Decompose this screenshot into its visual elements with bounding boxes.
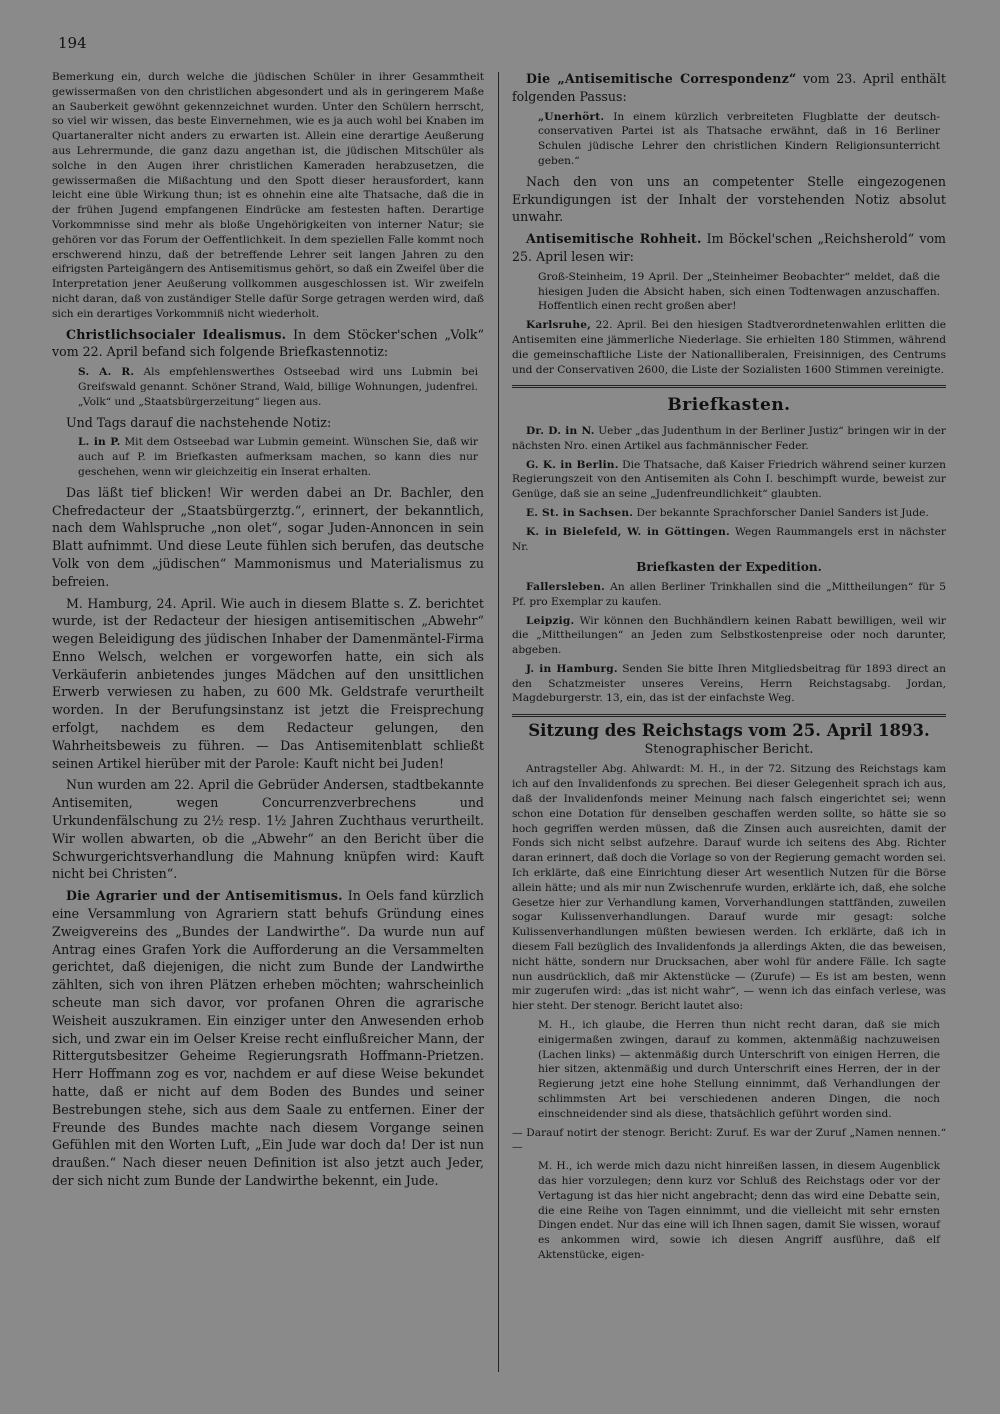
page-number: 194 [58, 34, 87, 52]
entry-label: Dr. D. in N. [526, 424, 595, 437]
entry-label: J. in Hamburg. [526, 662, 618, 675]
quote-label: S. A. R. [78, 366, 135, 379]
letterbox-entry [512, 424, 946, 454]
expedition-title: Briefkasten der Expedition. [636, 560, 822, 575]
entry-text: Der bekannte Sprachforscher Daniel Sanders ist Jude. [636, 506, 929, 519]
article-text: In Oels fand kürzlich eine Versammlung von Agrariern statt behufs Gründung eines Zweigvereins des „Bundes der Landwirthe“. Da wurde nun auf Antrag eines Grafen York die Aufforderung an die Versammelten gerichtet, daß diejenigen, die nicht zum Bunde der Landwirthe zählten, sich von ihren Plätzen erheben möchten; wahrscheinlich scheute man sich davor, vor profanen Ohren die agrarische Weisheit auszukramen. Ein einziger unter den Anwesenden erhob sich, und zwar ein im Oelser Kreise recht einflußreicher Mann, der Rittergutsbesitzer Geheime Regierungsrath Hoffmann-Prietzen. Herr Hoffmann zog es vor, nachdem er auf diese Weise bekundet hatte, daß er nicht auf dem Boden des Bundes und seiner Bestrebungen stehe, sich aus dem Saale zu entfernen. Einer der Freunde des Bundes machte nach diesem Vorgange seinen Gefühlen mit den Worten Luft, „Ein Jude war doch da! Der ist nun draußen.“ Nach dieser neuen Definition ist also jetzt auch Jeder, der sich nicht zum Bunde der Landwirthe bekennt, ein Jude. [52, 888, 484, 1188]
article-agrarier [52, 887, 484, 1190]
letterbox-entry [512, 506, 946, 521]
article-text: Im Böckel'schen „Reichsherold“ vom 25. April lesen wir: [512, 231, 946, 264]
quote-label: „Unerhört. [538, 110, 605, 123]
report-quote: M. H., ich glaube, die Herren thun nicht recht daran, daß sie mich einigermaßen zwingen, darauf zu kommen, aktenmäßig nachzuweisen (Lachen links) — aktenmäßig durch Unterschrift von einigen Herren, die hier sitzen, aktenmäßig und durch Unterschrift eines Herren, der in der Regierung jetzt eine hohe Stellung einnimmt, daß Verhandlungen der schlimmsten Art bei verschiedenen anderen Dingen, die noch einschneidender sind als diese, thatsächlich geführt worden sind. [538, 1019, 940, 1120]
section-rule [512, 714, 946, 717]
intro-paragraph: Bemerkung ein, durch welche die jüdischen Schüler in ihrer Gesammtheit gewissermaßen von den christlichen abgesondert und als in geringerem Maße an Sauberkeit gewöhnt gekennzeichnet wurden. Unter den Schülern herrscht, so viel wir wissen, das beste Einvernehmen, wie es ja auch wohl bei Knaben im Quartaneralter nicht anders zu erwarten ist. Allein eine derartige Aeußerung aus Lehrermunde, die ganz dazu angethan ist, die jüdischen Mitschüler als solche in den Augen ihrer christlichen Kameraden herabzusetzen, die gewissermaßen die Mißachtung und den Spott dieser herausfordert, kann leicht eine üble Wirkung thun; ist es ohnehin eine alte Thatsache, daß die in der frühen Jugend empfangenen Eindrücke am festesten haften. Derartige Vorkommnisse sind mehr als bloße Ungehörigkeiten von interner Natur; sie gehören vor das Forum der Oeffentlichkeit. In dem speziellen Falle kommt noch erschwerend hinzu, daß der betreffende Lehrer seit langen Jahren zu den eifrigsten Parteigängern des Antisemitismus gehört, so daß ein Zweifel über die Interpretation jener Aeußerung vollkommen ausgeschlossen ist. Wir zweifeln nicht daran, daß von zuständiger Stelle dafür Sorge getragen werden wird, daß sich ein derartiges Vorkommniß nicht wiederholt. [52, 71, 484, 320]
report-quote: M. H., ich werde mich dazu nicht hinreißen lassen, in diesem Augenblick das hier vorzulegen; denn kurz vor Schluß des Reichstags oder vor der Vertagung ist das hier nicht angebracht; denn das wird eine Debatte sein, die eine Reihe von Tagen einnimmt, und die vielleicht mit sehr ernsten Dingen endet. Nur das eine will ich Ihnen sagen, damit Sie wissen, worauf es ankommen wird, sowie ich diesen Angriff ausführe, daß elf Aktenstücke, eigen- [538, 1160, 940, 1261]
quote-text: In einem kürzlich verbreiteten Flugblatte der deutsch-conservativen Partei ist als Thatsache erwähnt, daß in 16 Berliner Schulen jüdische Lehrer den christlichen Kindern Religionsunterricht geben.“ [538, 110, 940, 167]
entry-text: Senden Sie bitte Ihren Mitgliedsbeitrag für 1893 direct an den Schatzmeister unseres Vereins, Herrn Reichstagsabg. Jordan, Magdeburgerstr. 13, ein, das ist der einfachste Weg. [512, 662, 946, 705]
quoted-notice [52, 435, 484, 479]
entry-text: Wir können den Buchhändlern keinen Rabatt bewilligen, weil wir die „Mittheilungen“ an Jeden zum Selbstkostenpreise oder noch darunter, abgeben. [512, 614, 946, 657]
article-christlichsocial [52, 326, 484, 362]
article-text: In dem Stöcker'schen „Volk“ vom 22. April befand sich folgende Briefkastennotiz: [52, 326, 484, 360]
quoted-notice [52, 365, 484, 409]
entry-label: Fallersleben. [526, 580, 606, 593]
letterbox-entry [512, 458, 946, 502]
article-hamburg: M. Hamburg, 24. April. Wie auch in diesem Blatte s. Z. berichtet wurde, ist der Redacteur der hiesigen antisemitischen „Abwehr“ wegen Beleidigung des jüdischen Inhaber der Damenmäntel-Firma Enno Welsch, welchen er vorgeworfen hatte, ein sich als Verkäuferin anbietendes junges Mädchen auf den unsittlichen Erwerb verwiesen zu haben, zu 600 Mk. Geldstrafe verurtheilt worden. In der Berufungsinstanz ist jetzt die Freisprechung erfolgt, nachdem es dem Redacteur gelungen, den Wahrheitsbeweis zu führen. — Das Antisemitenblatt schließt seinen Artikel hierüber mit der Parole: Kauft nicht bei Juden! [52, 595, 484, 771]
entry-label: G. K. in Berlin. [526, 458, 619, 471]
entry-label: Leipzig. [526, 614, 575, 627]
report-paragraph: — Darauf notirt der stenogr. Bericht: Zuruf. Es war der Zuruf „Namen nennen.“ — [512, 1126, 946, 1154]
entry-text: An allen Berliner Trinkhallen sind die „Mittheilungen“ für 5 Pf. pro Exemplar zu kaufen. [512, 580, 947, 608]
article-heading: Christlichsocialer Idealismus. [66, 326, 287, 342]
report-paragraph: Antragsteller Abg. Ahlwardt: M. H., in der 72. Sitzung des Reichstags kam ich auf den Invalidenfonds zu sprechen. Bei dieser Gelegenheit sprach ich aus, daß der Invalidenfonds meiner Meinung nach falsch eingerichtet sei; wenn schon eine Dotation für denselben geschaffen werden sollte, so hätte sie so hoch gegriffen werden müssen, daß die Zinsen auch ausreichten, damit der Fonds sich nicht selbst aufzehre. Darauf wurde ich seitens des Abg. Richter daran erinnert, daß doch die Vorlage so von der Regierung gemacht worden sei. Ich erklärte, daß eine Einrichtung dieser Art wesentlich Nutzen für die Börse allein hätte; und als mir nun Zwischenrufe wurden, erklärte ich, daß, ehe solche Gesetze hier zur Verhandlung kamen, Vorverhandlungen stattfänden, zuweilen sogar Kulissenverhandlungen. Darauf wurde mir gesagt: solche Kulissenverhandlungen müßten bewiesen werden. Ich erklärte, daß ich in diesem Fall bezüglich des Invalidenfonds ja allerdings Akten, die das beweisen, nicht hätte, sondern nur Drucksachen, aber wohl für andere Fälle. Ich sagte nun ausdrücklich, daß mir Aktenstücke — (Zurufe) — Es ist am besten, wenn mir zugerufen wird: „das ist nicht wahr“, — wenn ich das einfach verlese, was hier steht. Der stenogr. Bericht lautet also: [512, 763, 946, 1013]
article-rohheit [512, 230, 946, 266]
article-heading: Antisemitische Rohheit. [526, 231, 702, 247]
article-heading: Die Agrarier und der Antisemitismus. [66, 888, 343, 904]
letterbox-entry [512, 662, 946, 706]
article-heading: Karlsruhe, [526, 319, 592, 332]
right-column [512, 70, 946, 1267]
entry-label: K. in Bielefeld, W. in Göttingen. [526, 525, 730, 538]
entry-text: Die Thatsache, daß Kaiser Friedrich während seiner kurzen Regierungszeit von den Antisemiten als Cohn I. beschimpft wurde, beweist zur Genüge, daß sie an seine „Judenfreundlichkeit“ glaubten. [512, 458, 946, 501]
quote-text: Als empfehlenswerthes Ostseebad wird uns Lubmin bei Greifswald genannt. Schöner Strand, Wald, billige Wohnungen, judenfrei. „Volk“ und „Staatsbürgerzeitung“ liegen aus. [78, 366, 478, 408]
left-column [52, 70, 484, 1194]
article-karlsruhe [512, 318, 946, 377]
section-rule [512, 385, 946, 388]
sitzung-subtitle: Stenographischer Bericht. [644, 740, 814, 756]
article-text: 22. April. Bei den hiesigen Stadtverordnetenwahlen erlitten die Antisemiten eine jämmerliche Niederlage. Sie erhielten 180 Stimmen, während die gemeinschaftliche Liste der Nationalliberalen, Freisinnigen, des Centrums und der Conservativen 2600, die Liste der Sozialisten 1600 Stimmen vereinigte. [512, 319, 947, 376]
article-text: Das läßt tief blicken! Wir werden dabei an Dr. Bachler, den Chefredacteur der „Staatsbürgerztg.“, erinnert, der bekanntlich, nach dem Wahlspruche „non olet“, sogar Juden-Annoncen in sein Blatt aufnimmt. Und diese Leute fühlen sich berufen, das deutsche Volk von dem „jüdischen“ Mammonismus und Materialismus zu befreien. [52, 484, 484, 589]
quoted-notice [512, 110, 946, 169]
article-text: Und Tags darauf die nachstehende Notiz: [66, 414, 332, 430]
quote-text: Mit dem Ostseebad war Lubmin gemeint. Wünschen Sie, daß wir auch auf P. im Briefkasten aufmerksam machen, so kann dies nur geschehen, wenn wir gleichzeitig ein Inserat erhalten. [78, 436, 478, 478]
sitzung-title: Sitzung des Reichstags vom 25. April 1893. [528, 721, 930, 741]
article-correspondenz [512, 70, 946, 106]
letterbox-entry [512, 580, 946, 610]
letterbox-entry [512, 525, 946, 555]
article-text: vom 23. April enthält folgenden Passus: [512, 71, 946, 104]
column-divider [498, 72, 499, 1372]
entry-label: E. St. in Sachsen. [526, 506, 634, 519]
article-heading: Die „Antisemitische Correspondenz“ [526, 71, 797, 86]
briefkasten-title: Briefkasten. [667, 395, 791, 416]
quoted-notice: Groß-Steinheim, 19 April. Der „Steinheimer Beobachter“ meldet, daß die hiesigen Juden die Absicht haben, sich einen Todtenwagen anzuschaffen. Hoffentlich einen recht großen aber! [538, 270, 940, 313]
article-text: Nach den von uns an competenter Stelle eingezogenen Erkundigungen ist der Inhalt der vorstehenden Notiz absolut unwahr. [512, 173, 946, 225]
entry-text: Wegen Raummangels erst in nächster Nr. [512, 525, 947, 553]
letterbox-entry [512, 614, 946, 658]
article-text: Nun wurden am 22. April die Gebrüder Andersen, stadtbekannte Antisemiten, wegen Concurrenzverbrechens und Urkundenfälschung zu 2½ resp. 1½ Jahren Zuchthaus verurtheilt. Wir wollen abwarten, ob die „Abwehr“ an den Bericht über die Schwurgerichtsverhandlung die Mahnung knüpfen wird: Kauft nicht bei Christen“. [52, 777, 484, 882]
entry-text: Ueber „das Judenthum in der Berliner Justiz“ bringen wir in der nächsten Nro. einen Artikel aus fachmännischer Feder. [512, 424, 946, 452]
quote-label: L. in P. [78, 436, 121, 449]
